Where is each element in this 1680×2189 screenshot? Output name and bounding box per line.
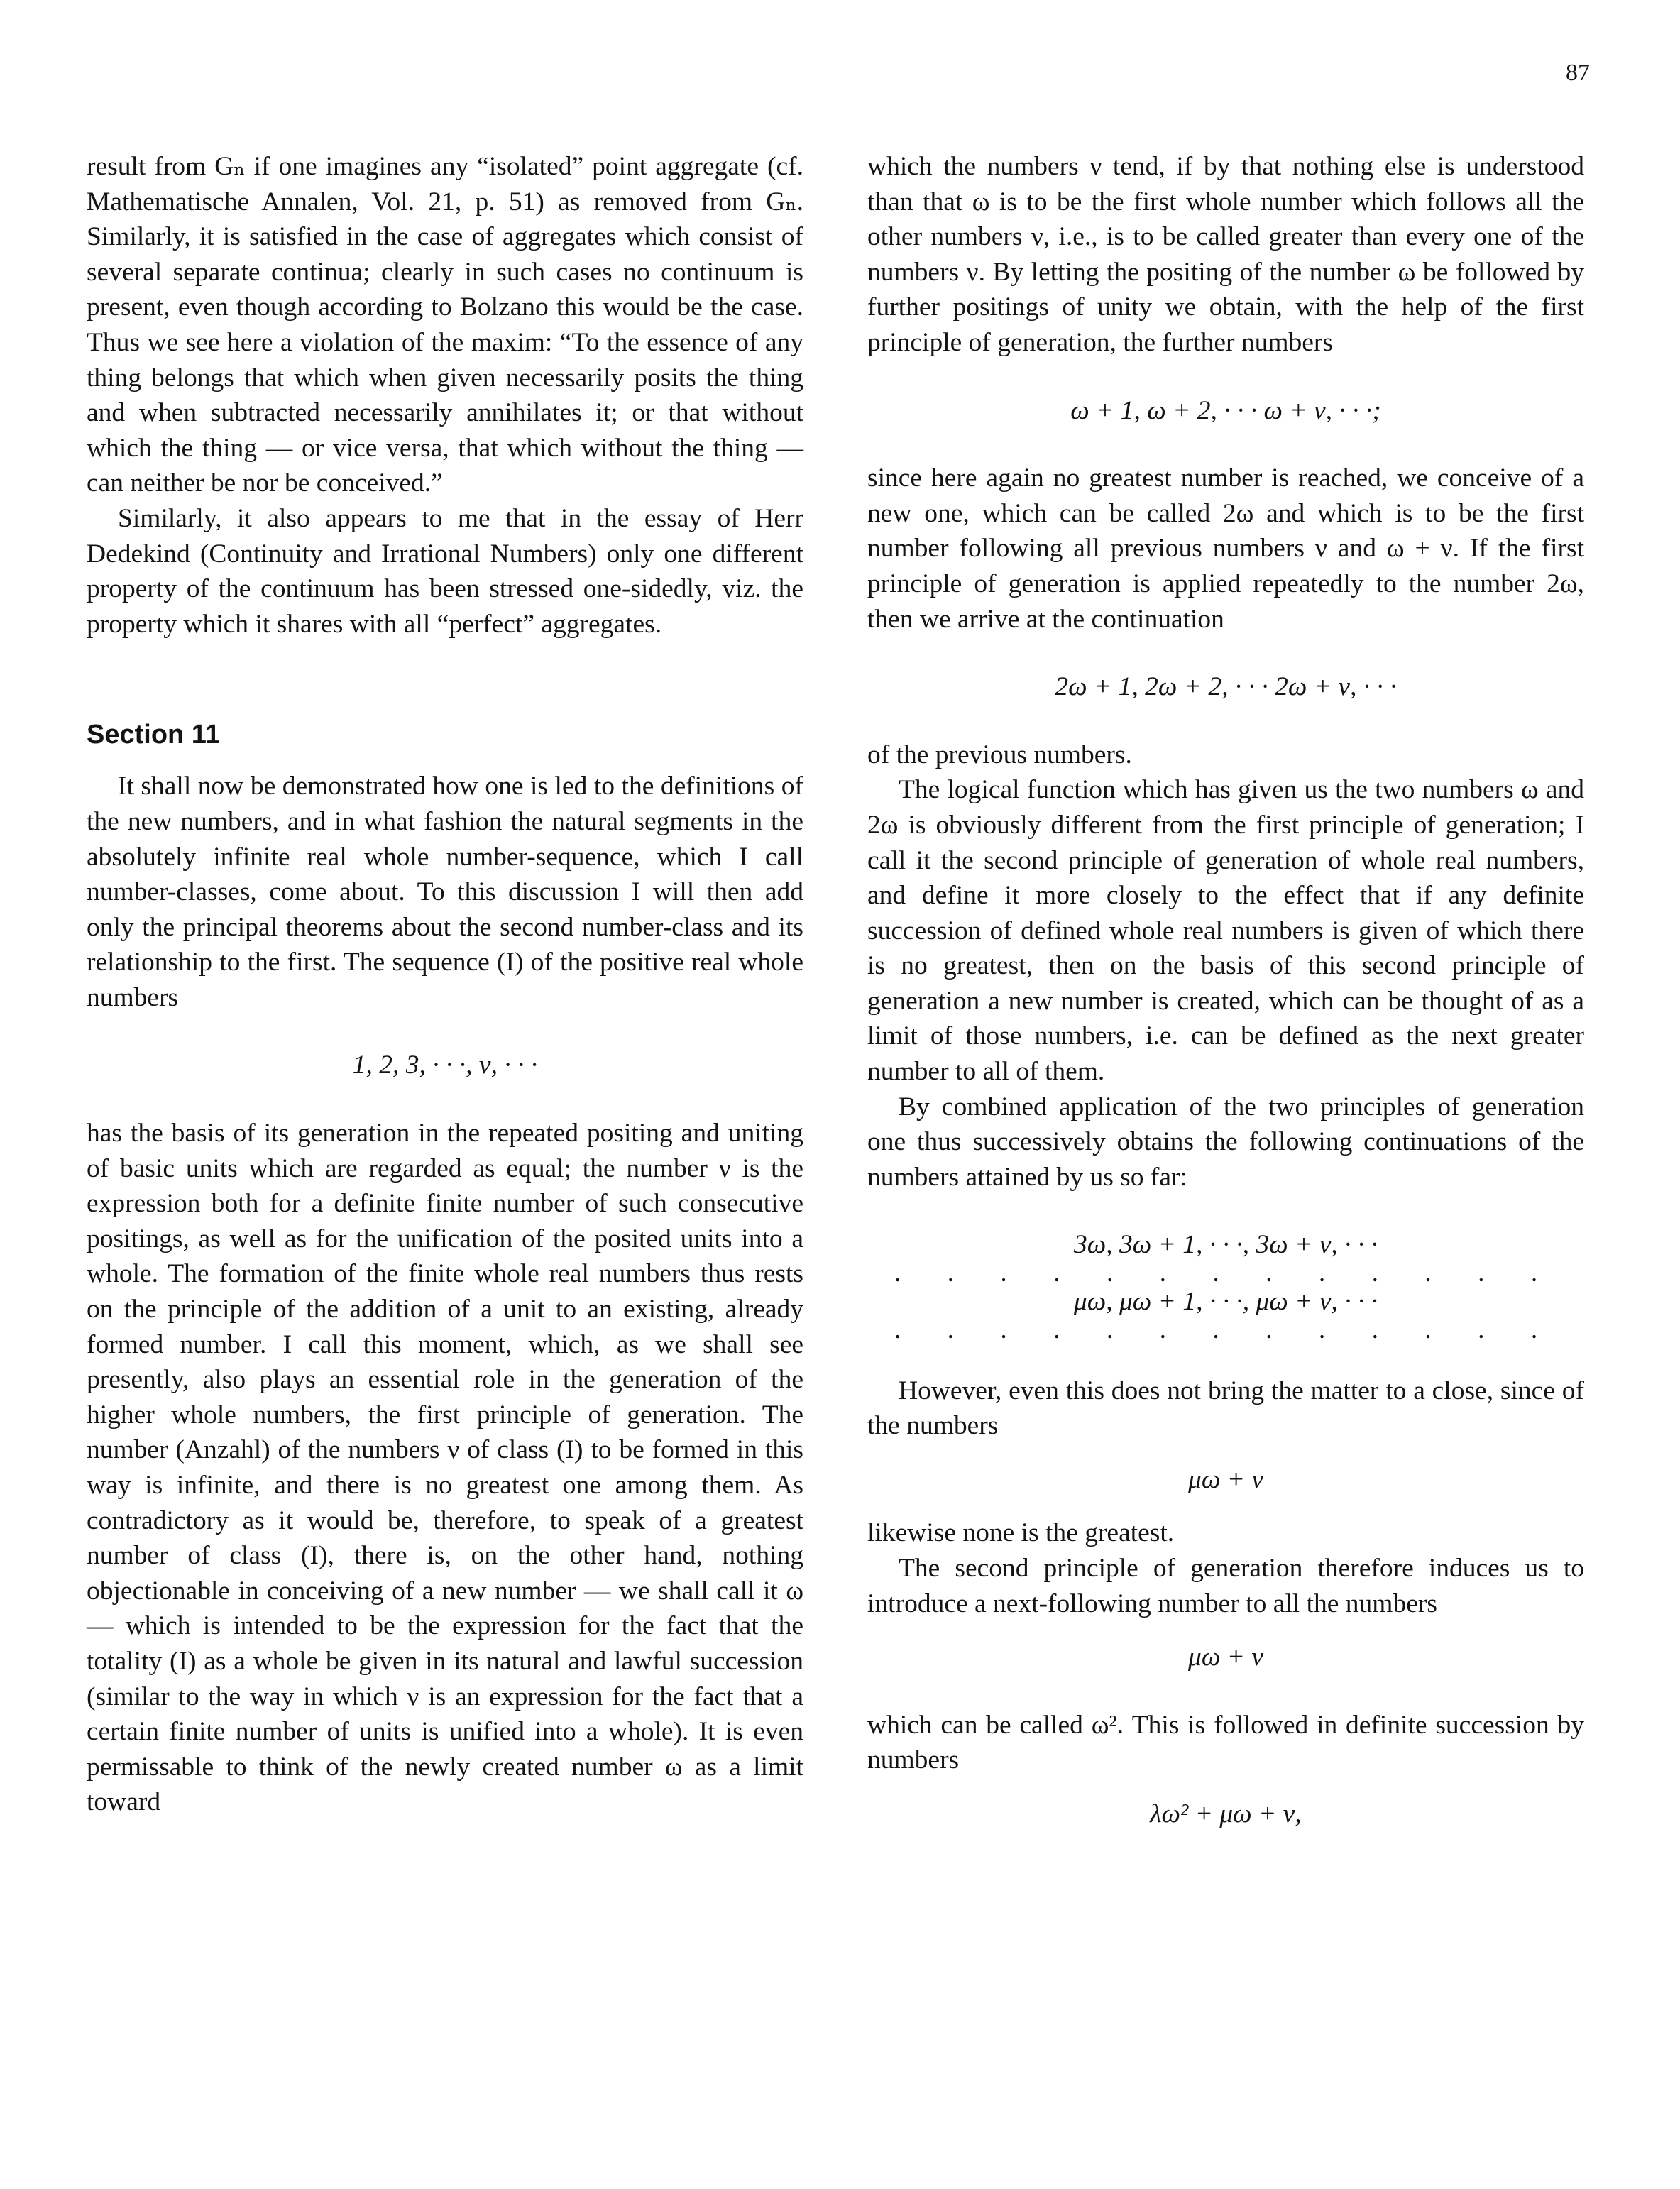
formula: ω + 1, ω + 2, · · · ω + ν, · · ·;	[1070, 395, 1381, 425]
paragraph: By combined application of the two principles of generation one thus successively obtains the following continuations of the numbers attained by us so far:	[867, 1092, 1584, 1192]
paragraph: The logical function which has given us the two numbers ω and 2ω is obviously different from the first principle of generation; I call it the second principle of generation of whole real numbers, and define it more closely to the effect that if any definite succession of defined whole real numbers is given of which there is no greatest, then on the basis of this second principle of generation a new number is created, which can be thought of as a limit of those numbers, i.e. can be defined as the next greater number to all of them.	[867, 775, 1584, 1087]
ellipsis-row: . . . . . . . . . . . . .	[894, 1258, 1558, 1288]
formula: μω, μω + 1, · · ·, μω + ν, · · ·	[1073, 1287, 1378, 1317]
paragraph: of the previous numbers.	[867, 740, 1132, 769]
paragraph: since here again no greatest number is reached, we conceive of a new one, which can be called 2ω and which is to be the first number following all previous numbers ν and ω + ν. If the first principle of generation is applied repeatedly to the number 2ω, then we arrive at the continuation	[867, 463, 1584, 634]
paragraph: However, even this does not bring the matter to a close, since of the numbers	[867, 1376, 1584, 1441]
paragraph: Similarly, it also appears to me that in the essay of Herr Dedekind (Continuity and Irrational Numbers) only one different property of the continuum has been stressed one-sidedly, viz. the property which it shares with all “perfect” aggregates.	[87, 503, 803, 639]
ellipsis-row: . . . . . . . . . . . . .	[894, 1315, 1558, 1344]
paragraph: likewise none is the greatest.	[867, 1518, 1175, 1548]
right-column	[867, 149, 1584, 1832]
section-heading: Section 11	[87, 720, 220, 750]
formula: μω + ν	[1188, 1464, 1263, 1494]
formula: 2ω + 1, 2ω + 2, · · · 2ω + ν, · · ·	[1055, 672, 1397, 702]
page-number: 87	[1566, 60, 1590, 86]
paragraph: It shall now be demonstrated how one is led to the definitions of the new numbers, and in what fashion the natural segments in the absolutely infinite real whole number-sequence, which I call number-classes, come about. To this discussion I will then add only the principal theorems about the second number-class and its relationship to the first. The sequence (I) of the positive real whole numbers	[87, 772, 803, 1012]
paragraph: which can be called ω². This is followed in definite succession by numbers	[867, 1710, 1584, 1775]
paragraph: result from Gₙ if one imagines any “isolated” point aggregate (cf. Mathematische Annalen, Vol. 21, p. 51) as removed from Gₙ. Similarly, it is satisfied in the case of aggregates which consist of several separate continua; clearly in such cases no continuum is present, even though according to Bolzano this would be the case. Thus we see here a violation of the maxim: “To the essence of any thing belongs that which when given necessarily posits the thing and when subtracted necessarily annihilates it; or that without which the thing — or vice versa, that which without the thing — can neither be nor be conceived.”	[87, 152, 803, 498]
left-column	[87, 149, 803, 1820]
formula: 3ω, 3ω + 1, · · ·, 3ω + ν, · · ·	[1074, 1230, 1378, 1260]
paragraph: The second principle of generation therefore induces us to introduce a next-following number to all the numbers	[867, 1554, 1584, 1618]
formula: λω² + μω + ν,	[1150, 1799, 1302, 1828]
formula: 1, 2, 3, · · ·, ν, · · ·	[352, 1050, 538, 1080]
paragraph: which the numbers ν tend, if by that nothing else is understood than that ω is to be the first whole number which follows all the other numbers ν, i.e., is to be called greater than every one of the numbers ν. By letting the positing of the number ω be followed by further positings of unity we obtain, with the help of the first principle of generation, the further numbers	[867, 152, 1584, 357]
formula: μω + ν	[1188, 1642, 1263, 1672]
paragraph: has the basis of its generation in the repeated positing and uniting of basic units which are regarded as equal; the number ν is the expression both for a definite finite number of such consecutive positings, as well as for the unification of the posited units into a whole. The formation of the finite whole real numbers thus rests on the principle of the addition of a unit to an existing, already formed number. I call this moment, which, as we shall see presently, also plays an essential role in the generation of the higher whole numbers, the first principle of generation. The number (Anzahl) of the numbers ν of class (I) to be formed in this way is infinite, and there is no greatest one among them. As contradictory as it would be, therefore, to speak of a greatest number of class (I), there is, on the other hand, nothing objectionable in conceiving of a new number — we shall call it ω — which is intended to be the expression for the fact that the totality (I) as a whole be given in its natural and lawful succession (similar to the way in which ν is an expression for the fact that a certain finite number of units is unified into a whole). It is even permissable to think of the newly created number ω as a limit toward	[87, 1119, 803, 1817]
